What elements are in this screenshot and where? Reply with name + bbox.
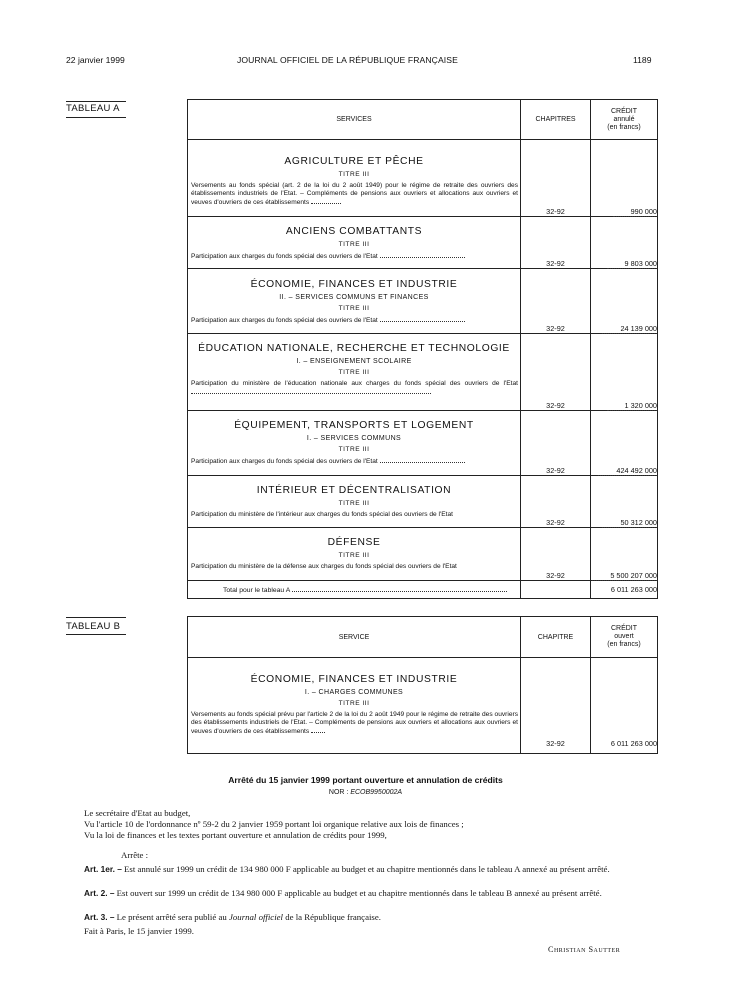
leader-dots xyxy=(311,727,325,733)
section-cell xyxy=(188,476,521,528)
section-title: ÉQUIPEMENT, TRANSPORTS ET LOGEMENT xyxy=(234,420,474,431)
section-cell xyxy=(188,217,521,269)
section-description-text: Participation aux charges du fonds spécial des ouvriers de l'Etat xyxy=(191,317,378,324)
table-row xyxy=(188,269,658,334)
article-1-label: Art. 1er. – xyxy=(84,864,122,874)
amount-value: 6 011 263 000 xyxy=(610,739,657,748)
section-cell xyxy=(188,528,521,581)
amount-cell xyxy=(591,269,658,334)
total-amount-cell xyxy=(591,581,658,599)
nor-reference xyxy=(0,789,731,796)
total-row xyxy=(188,581,658,599)
section-subtitle: I. – ENSEIGNEMENT SCOLAIRE xyxy=(296,358,412,365)
leader-dots xyxy=(311,198,341,204)
article-3-journal: Journal officiel xyxy=(229,912,283,922)
total-chapitre-cell xyxy=(521,581,591,599)
section-description xyxy=(188,312,520,325)
amount-cell xyxy=(591,411,658,476)
label-rule-bottom xyxy=(66,634,126,635)
section-cell xyxy=(188,411,521,476)
chapitre-cell: 32-92 xyxy=(521,658,591,754)
header-date: 22 janvier 1999 xyxy=(66,55,125,65)
tableau-b-label xyxy=(66,621,126,632)
section-cell xyxy=(188,140,521,217)
chapitre-cell: 32-92 xyxy=(521,334,591,411)
tableau-a-label-text: TABLEAU A xyxy=(66,103,120,114)
amount-cell xyxy=(591,334,658,411)
section-subtitle: II. – SERVICES COMMUNS ET FINANCES xyxy=(279,294,429,301)
article-1-text: Est annulé sur 1999 un crédit de 134 980 000 F applicable au budget et au chapitre mentionnés dans le tableau A annexé au présent arrêté. xyxy=(124,864,610,874)
amount-cell xyxy=(591,528,658,581)
header-page-number: 1189 xyxy=(633,55,652,65)
section-description xyxy=(188,248,520,261)
decree-line: Vu l'article 10 de l'ordonnance nº 59-2 du 2 janvier 1959 portant loi organique relative aux lois de finances ; xyxy=(84,819,464,829)
section-titre: TITRE III xyxy=(338,305,370,312)
section-subtitle: I. – SERVICES COMMUNS xyxy=(306,435,402,442)
article-2-text: Est ouvert sur 1999 un crédit de 134 980 000 F applicable au budget et au chapitre mentionnés dans le tableau B annexé au présent arrêté. xyxy=(116,888,602,898)
col-header-chapitres: CHAPITRES xyxy=(521,100,591,140)
leader-dots xyxy=(191,388,431,394)
col-header-credit-line3: (en francs) xyxy=(607,123,641,131)
section-description-text: Participation du ministère de la défense aux charges du fonds spécial des ouvriers de l'Etat xyxy=(191,563,457,570)
chapitre-cell: 32-92 xyxy=(521,217,591,269)
section-titre: TITRE III xyxy=(338,552,370,559)
section-description xyxy=(188,178,520,208)
section-description-text: Participation aux charges du fonds spécial des ouvriers de l'Etat xyxy=(191,458,378,465)
amount-value: 1 320 000 xyxy=(607,401,657,411)
section-title: ÉCONOMIE, FINANCES ET INDUSTRIE xyxy=(250,674,458,685)
total-label-cell xyxy=(188,581,521,599)
nor-code: ECOB9950002A xyxy=(350,789,403,796)
article-3-label: Art. 3. – xyxy=(84,912,115,922)
decree-line: Vu la loi de finances et les textes portant ouverture et annulation de crédits pour 1999, xyxy=(84,830,387,840)
decree-arrete: Arrête : xyxy=(121,850,149,860)
col-header-credit-line2: ouvert xyxy=(614,633,634,640)
table-row xyxy=(188,217,658,269)
section-cell xyxy=(188,658,521,754)
label-rule-top xyxy=(66,101,126,102)
amount-value: 424 492 000 xyxy=(598,466,657,476)
amount-cell xyxy=(591,140,658,217)
label-rule-bottom xyxy=(66,117,126,118)
total-label: Total pour le tableau A xyxy=(223,586,290,594)
section-titre: TITRE III xyxy=(338,171,370,178)
col-header-chapitre: CHAPITRE xyxy=(521,617,591,658)
chapitre-cell: 32-92 xyxy=(521,140,591,217)
leader-dots xyxy=(380,316,465,322)
chapitre-cell: 32-92 xyxy=(521,269,591,334)
amount-value: 990 000 xyxy=(613,207,657,217)
article-3-text-after: de la République française. xyxy=(285,912,381,922)
table-row xyxy=(188,658,658,754)
col-header-credit-line3: (en francs) xyxy=(607,641,641,648)
section-title: INTÉRIEUR ET DÉCENTRALISATION xyxy=(256,485,452,496)
chapitre-cell: 32-92 xyxy=(521,411,591,476)
section-description xyxy=(188,559,520,571)
table-row xyxy=(188,140,658,217)
col-header-credit-line2: annulé xyxy=(613,115,635,123)
leader-dots xyxy=(292,586,507,592)
header-journal-title: JOURNAL OFFICIEL DE LA RÉPUBLIQUE FRANÇAISE xyxy=(237,55,458,65)
amount-value: 50 312 000 xyxy=(602,518,657,528)
section-description-text: Versements au fonds spécial prévu par l'article 2 de la loi du 2 août 1949 pour le régime de retraite des ouvriers des établissements industriels de l'Etat. – Compléments de pensions aux ouvriers et allocations aux ouvriers et veuves d'ouvriers de ces établissements xyxy=(191,711,518,736)
table-header-row xyxy=(188,100,658,140)
article-3 xyxy=(84,912,659,923)
section-description xyxy=(188,507,520,519)
col-header-credit xyxy=(591,100,658,140)
col-header-services: SERVICES xyxy=(188,100,521,140)
article-2-label: Art. 2. – xyxy=(84,888,115,898)
section-subtitle: I. – CHARGES COMMUNES xyxy=(304,689,404,696)
section-description-text: Participation du ministère de l'éducation nationale aux charges du fonds spécial des ouvriers de l'Etat xyxy=(191,380,518,387)
total-amount: 6 011 263 000 xyxy=(610,585,657,594)
decree-done: Fait à Paris, le 15 janvier 1999. xyxy=(84,926,194,936)
col-header-credit-line1: CRÉDIT xyxy=(610,107,638,115)
chapitre-cell: 32-92 xyxy=(521,528,591,581)
leader-dots xyxy=(380,252,465,258)
section-title: DÉFENSE xyxy=(327,537,381,548)
section-description xyxy=(188,707,520,737)
section-cell xyxy=(188,334,521,411)
section-titre: TITRE III xyxy=(338,369,370,376)
article-3-text-before: Le présent arrêté sera publié au xyxy=(116,912,227,922)
table-row xyxy=(188,411,658,476)
section-title: ÉCONOMIE, FINANCES ET INDUSTRIE xyxy=(250,279,458,290)
article-1 xyxy=(66,864,659,875)
label-rule-top xyxy=(66,617,126,618)
section-description-text: Participation du ministère de l'intérieur aux charges du fonds spécial des ouvriers de l'Etat xyxy=(191,511,454,518)
tableau-a-label xyxy=(66,103,126,114)
tableau-b-table xyxy=(187,616,658,754)
table-row xyxy=(188,334,658,411)
col-header-credit-line1: CRÉDIT xyxy=(610,625,638,632)
section-cell xyxy=(188,269,521,334)
amount-value: 9 803 000 xyxy=(607,259,657,269)
nor-label: NOR : xyxy=(328,789,349,796)
tableau-b-label-text: TABLEAU B xyxy=(66,621,121,632)
col-header-credit xyxy=(591,617,658,658)
section-titre: TITRE III xyxy=(338,700,370,707)
leader-dots xyxy=(380,457,465,463)
decree-title: Arrêté du 15 janvier 1999 portant ouverture et annulation de crédits xyxy=(228,775,503,785)
decree-line: Le secrétaire d'Etat au budget, xyxy=(84,808,191,818)
table-row xyxy=(188,528,658,581)
section-titre: TITRE III xyxy=(338,241,370,248)
col-header-service: SERVICE xyxy=(188,617,521,658)
table-row xyxy=(188,476,658,528)
amount-cell xyxy=(591,476,658,528)
table-header-row xyxy=(188,617,658,658)
section-description-text: Versements au fonds spécial (art. 2 de la loi du 2 août 1949) pour le régime de retraite des ouvriers des établissements industriels de l'Etat. – Compléments de pensions aux ouvriers et allocations aux ouvriers et veuves d'ouvriers de ces établissements xyxy=(191,182,518,207)
amount-cell xyxy=(591,658,658,754)
amount-cell xyxy=(591,217,658,269)
signature: Christian Sautter xyxy=(548,945,621,954)
section-title: ANCIENS COMBATTANTS xyxy=(285,226,423,237)
section-titre: TITRE III xyxy=(338,500,370,507)
amount-value: 5 500 207 000 xyxy=(592,571,657,581)
section-description xyxy=(188,376,520,397)
section-description-text: Participation aux charges du fonds spécial des ouvriers de l'Etat xyxy=(191,253,378,260)
tableau-a-table xyxy=(187,99,658,599)
section-description xyxy=(188,453,520,466)
section-title: AGRICULTURE ET PÊCHE xyxy=(284,156,424,167)
chapitre-cell: 32-92 xyxy=(521,476,591,528)
amount-value: 24 139 000 xyxy=(602,324,657,334)
article-2 xyxy=(66,888,659,899)
section-titre: TITRE III xyxy=(338,446,370,453)
section-title: ÉDUCATION NATIONALE, RECHERCHE ET TECHNOLOGIE xyxy=(198,343,510,354)
